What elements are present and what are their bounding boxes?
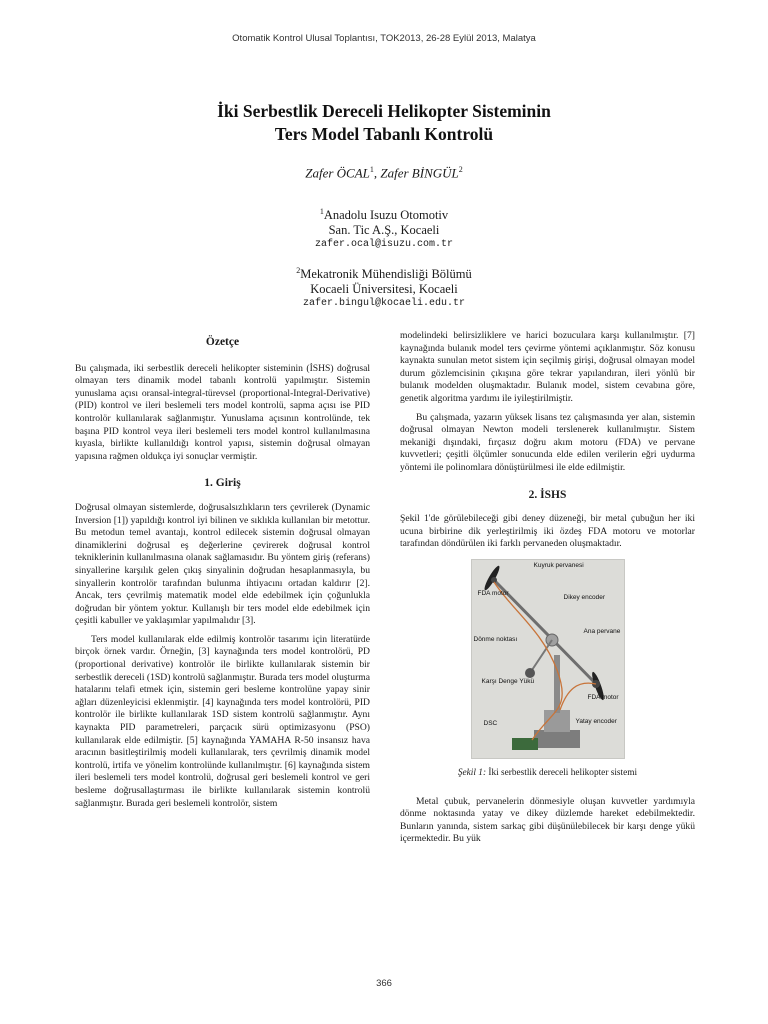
figure-caption-label: Şekil 1: [457,767,487,778]
body-paragraph: Doğrusal olmayan sistemlerde, doğrusalsızlıkların ters çevrilerek (Dynamic Inversion [1]) yapıldığı kontrol iyi bilinen ve sıklıkla kullanılan bir metottur. Bu metodun temel avantajı, kontrol edilecek sistemin doğrusal olmayan dinamiklerini doğrusal eş değerlerine çevirerek doğrusal kontrol tekniklerinin kullanılmasına olanak sağlamasıdır. Bu yöntem giriş (referans) sinyallerine karşılık gelen çıkış sinyalinin doğrudan hesaplanmasıyla, bu sinyallerin kontrolör tarafından bulunma ihtiyacını ortadan kaldırır [2]. Ancak, ters çevrilmiş matematik model elde edebilmek için çoğunlukla doğrudan bir yöntem yoktur. Kullanışlı bir ters model elde edebilmek için çeşitli kabuller ve yaklaşımlar yapılmalıdır [3]. [75,501,370,627]
affiliation-mark: 2 [458,165,463,174]
section-heading-introduction: 1. Giriş [204,477,241,490]
figure-label-horizontal-encoder: Yatay encoder [575,717,617,725]
body-paragraph: Şekil 1'de görülebileceği gibi deney düzeneği, bir metal çubuğun her iki ucuna birbirine dik yerleştirilmiş iki özdeş FDA motoru ve motorlar tarafından döndürülen iki farklı pervaneden oluşmaktadır. [400,513,695,550]
figure-label-main-propeller: Ana pervane [583,627,621,635]
figure-caption [400,767,695,780]
affiliation-mark: 2 [296,266,301,275]
figure-label-counterweight: Karşı Denge Yükü [481,677,535,685]
affiliation-line: San. Tic A.Ş., Kocaeli [328,223,440,238]
affiliation-2 [0,263,768,310]
affiliation-line: Anadolu Isuzu Otomotiv [323,208,449,223]
paper-title-line1: İki Serbestlik Dereceli Helikopter Sisteminin [217,101,551,121]
running-header: Otomatik Kontrol Ulusal Toplantısı, TOK2013, 26-28 Eylül 2013, Malatya [232,33,536,44]
left-column [75,330,370,810]
author-email: zafer.bingul@kocaeli.edu.tr [302,298,466,310]
author-separator: , [373,165,381,181]
body-paragraph: Ters model kullanılarak elde edilmiş kontrolör tasarımı için literatürde birçok örnek vardır. Örneğin, [3] kaynağında ters model kontrolörü, PD (proportional derivative) kontrolör ile birlikte kullanılarak sistemin bir serbestlik dereceli (1SD) kontrolü sağlanmıştır. Burada ters model oluşturma hatalarını telafi etmek için, sistemin geri besleme kontrolüne yapay sinir ağları düzenleyicisi eklenmiştir. [4] kaynağında ters model kontrolörü, PID kontrolör ile birlikte kullanılarak 1SD sistem kontrolü sağlanmıştır. Aynı kaynakta PID parametreleri, parçacık sürü optimizasyonu (PSO) kullanılarak elde edilmiştir. [5] kaynağında YAMAHA R-50 insansız hava aracının basitleştirilmiş modeli kullanılarak, ters çevrilmiş dinamik model kontrolü, irtifa ve yönelim kontrolünde kullanılmıştır. [6] kaynağında sistem ileri beslemeli ters model kontrolü, doğrusal geri beslemeli kontrol ve geri besleme doğrusallaştırması ile birlikte kullanılarak sistemin kontrolü sağlanmıştır. Burada geri beslemeli kontrolör, sistem [75,633,370,809]
paper-title [0,100,768,146]
stand-base [534,730,580,748]
section-heading-ishs: 2. İSHS [528,488,567,501]
figure-label-dsc: DSC [483,719,498,727]
figure-label-fda-motor-right: FDA motor [587,693,619,701]
figure-label-vertical-encoder: Dikey encoder [563,593,606,601]
body-paragraph: Metal çubuk, pervanelerin dönmesiyle oluşan kuvvetler yardımıyla dönme noktasında yatay ve dikey düzlemde hareket edebilmektedir. Bunların yanında, sistem sarkaç gibi düşünülebilecek bir karşı denge yükü içermektedir. Bu yük [400,795,695,845]
affiliation-line: Mekatronik Mühendisliği Bölümü [300,267,472,282]
counterweight-rod [532,640,552,670]
figure-caption-text: İki serbestlik dereceli helikopter sistemi [486,767,638,778]
figure-helicopter-photo [471,559,625,759]
counterweight [525,668,535,678]
figure-label-tail-propeller: Kuyruk pervanesi [533,561,584,569]
right-column [400,330,695,846]
dsc-board [512,738,538,750]
affiliation-1 [0,204,768,251]
body-paragraph: modelindeki belirsizliklere ve harici bozuculara karşı kullanılmıştır. [7] kaynağında bulanık model ters çevirme yöntemi açıklanmıştır. Söz konusu kaynakta sunulan metot sistem için seçilmiş girişi, doğrusal olmayan model durum gözlemcisinin çıkışına göre tekrar yapılandıran, ileri yönlü bir bulanık modelden oluşmaktadır. Bulanık model, sistem cevabına göre, genetik algoritma yardımı ile iyileştirilmiştir. [400,330,695,404]
affiliation-mark: 1 [369,165,374,174]
abstract-heading: Özetçe [205,336,240,348]
wiring [494,582,562,740]
author-name: Zafer ÖCAL [305,165,370,181]
page-number: 366 [376,978,392,989]
affiliation-mark: 1 [319,207,324,216]
affiliation-line: Kocaeli Üniversitesi, Kocaeli [310,282,458,297]
abstract-text: Bu çalışmada, iki serbestlik dereceli helikopter sisteminin (İSHS) doğrusal olmayan ters dinamik model tabanlı kontrolü yapılmıştır. Sistemin yunuslama açısı oransal-integral-türevsel (proportional-Integral-Derivative) (PID) kontrol ve ileri beslemeli ters model kontrolü, sapma açısı ise PID kontrolör kullanılarak sağlanmıştır. Yunuslama açısının kontrolünde, tek başına PID kontrol veya ileri beslemeli ters model kontrol kullanılmasına kıyasla, birlikte kullanıldığı kontrol yapısı, sistemin doğrusal olmayan yapısına rağmen oldukça iyi sonuçlar vermiştir. [75,362,370,462]
author-name: Zafer BİNGÜL [380,165,459,181]
body-paragraph: Bu çalışmada, yazarın yüksek lisans tez çalışmasında yer alan, sistemin doğrusal olmayan Newton modeli terslenerek kullanılmıştır. Sistem mekaniği dışındaki, fırçasız doğru akım motoru (FDA) ve pervane kuvvetleri; çeşitli ölçümler sonucunda elde edilen verilerin eğri uydurma yöntemi ile polinomlara dönüştürülmesi ile elde edilmiştir. [400,411,695,473]
figure-label-fda-motor-top: FDA motor [477,589,509,597]
author-list [0,165,768,181]
author-email: zafer.ocal@isuzu.com.tr [314,239,454,251]
paper-title-line2: Ters Model Tabanlı Kontrolü [274,124,494,144]
figure-label-pivot-point: Dönme noktası [473,635,518,643]
